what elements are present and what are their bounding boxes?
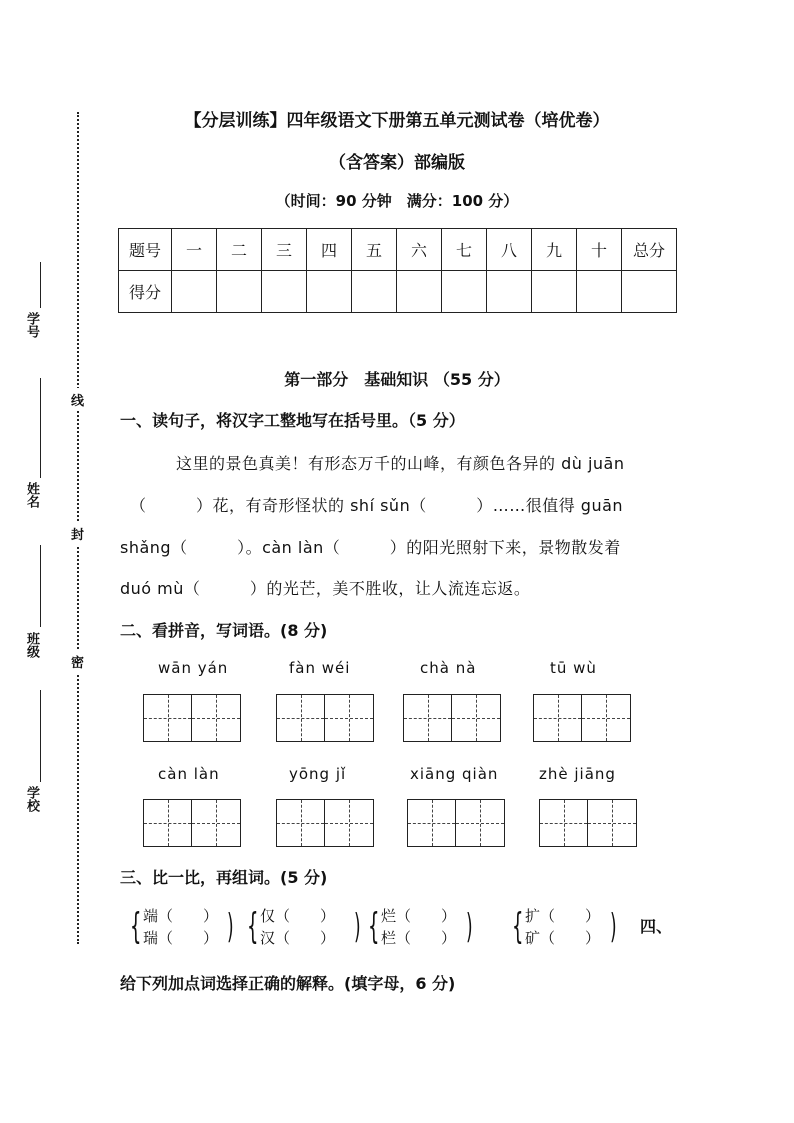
table-cell: 三 [262,229,307,271]
left-brace-icon: { [368,906,380,947]
right-paren-icon: ) [354,907,361,947]
page-subtitle: （含答案）部编版 [329,153,465,173]
question-3-title: 三、比一比，再组词。(5 分) [120,868,328,887]
table-cell: 四 [307,229,352,271]
table-cell: 八 [487,229,532,271]
question-2-title: 二、看拼音，写词语。(8 分) [120,621,328,640]
name-line [40,378,41,478]
class-line [40,545,41,627]
page-title: 【分层训练】四年级语文下册第五单元测试卷（培优卷） [184,111,610,131]
compare-item: 栏（ ） [381,929,457,947]
pinyin-label: chà nà [420,659,477,677]
score-cell[interactable] [217,271,262,313]
score-cell[interactable] [622,271,677,313]
question-4-number: 四、 [640,917,673,936]
student-id-label: 学号 [24,312,39,338]
school-line [40,690,41,782]
writing-grid[interactable] [533,694,631,742]
compare-item: 烂（ ） [381,907,457,925]
writing-grid[interactable] [539,799,637,847]
pinyin-label: tū wù [550,659,597,677]
table-cell: 二 [217,229,262,271]
writing-grid[interactable] [276,799,374,847]
pinyin-label: wān yán [158,659,229,677]
table-cell: 六 [397,229,442,271]
compare-item: 汉（ ） [260,929,336,947]
table-cell: 题号 [119,229,172,271]
left-brace-icon: { [247,906,259,947]
compare-item: 端（ ） [143,907,219,925]
table-cell: 十 [577,229,622,271]
writing-grid[interactable] [403,694,501,742]
left-brace-icon: { [130,906,142,947]
right-paren-icon: ) [610,907,617,947]
binding-char-feng: 封 [71,522,84,545]
table-cell: 总分 [622,229,677,271]
binding-char-xian: 线 [71,388,84,411]
writing-grid[interactable] [143,694,241,742]
table-cell: 七 [442,229,487,271]
school-label: 学校 [24,786,39,812]
table-cell: 五 [352,229,397,271]
binding-char-mi: 密 [71,650,84,673]
writing-grid[interactable] [276,694,374,742]
compare-item: 扩（ ） [525,907,601,925]
pinyin-label: yōng jǐ [289,765,347,783]
score-cell[interactable] [487,271,532,313]
score-cell[interactable] [172,271,217,313]
score-table-score-row [119,271,677,313]
class-label: 班级 [24,632,39,658]
score-cell[interactable] [577,271,622,313]
pinyin-label: fàn wéi [289,659,351,677]
writing-grid[interactable] [407,799,505,847]
time-score-line: （时间：90 分钟 满分：100 分） [275,192,519,210]
pinyin-label: càn làn [158,765,220,783]
q1-line: 这里的景色真美！有形态万千的山峰，有颜色各异的 dù juān [176,454,625,473]
score-table [118,228,677,313]
compare-item: 仅（ ） [260,907,336,925]
score-cell[interactable] [262,271,307,313]
q1-line: duó mù（ ）的光芒，美不胜收，让人流连忘返。 [120,579,531,598]
table-cell: 得分 [119,271,172,313]
table-cell: 一 [172,229,217,271]
right-paren-icon: ) [227,907,234,947]
score-cell[interactable] [397,271,442,313]
compare-item: 瑞（ ） [143,929,219,947]
compare-item: 矿（ ） [525,929,601,947]
pinyin-label: xiāng qiàn [410,765,499,783]
table-cell: 九 [532,229,577,271]
left-brace-icon: { [512,906,524,947]
score-cell[interactable] [532,271,577,313]
part-title: 第一部分 基础知识 （55 分） [284,370,510,389]
question-4-title: 给下列加点词选择正确的解释。(填字母，6 分) [120,974,456,993]
q1-line: （ ）花，有奇形怪状的 shí sǔn（ ）……很值得 guān [130,496,624,515]
score-cell[interactable] [352,271,397,313]
right-paren-icon: ) [466,907,473,947]
name-label: 姓名 [24,482,39,508]
score-table-header-row [119,229,677,271]
student-id-line [40,262,41,308]
pinyin-label: zhè jiāng [539,765,616,783]
question-1-title: 一、读句子，将汉字工整地写在括号里。（5 分） [120,411,465,430]
score-cell[interactable] [442,271,487,313]
q1-line: shǎng（ ）。càn làn（ ）的阳光照射下来，景物散发着 [120,538,621,557]
score-cell[interactable] [307,271,352,313]
writing-grid[interactable] [143,799,241,847]
